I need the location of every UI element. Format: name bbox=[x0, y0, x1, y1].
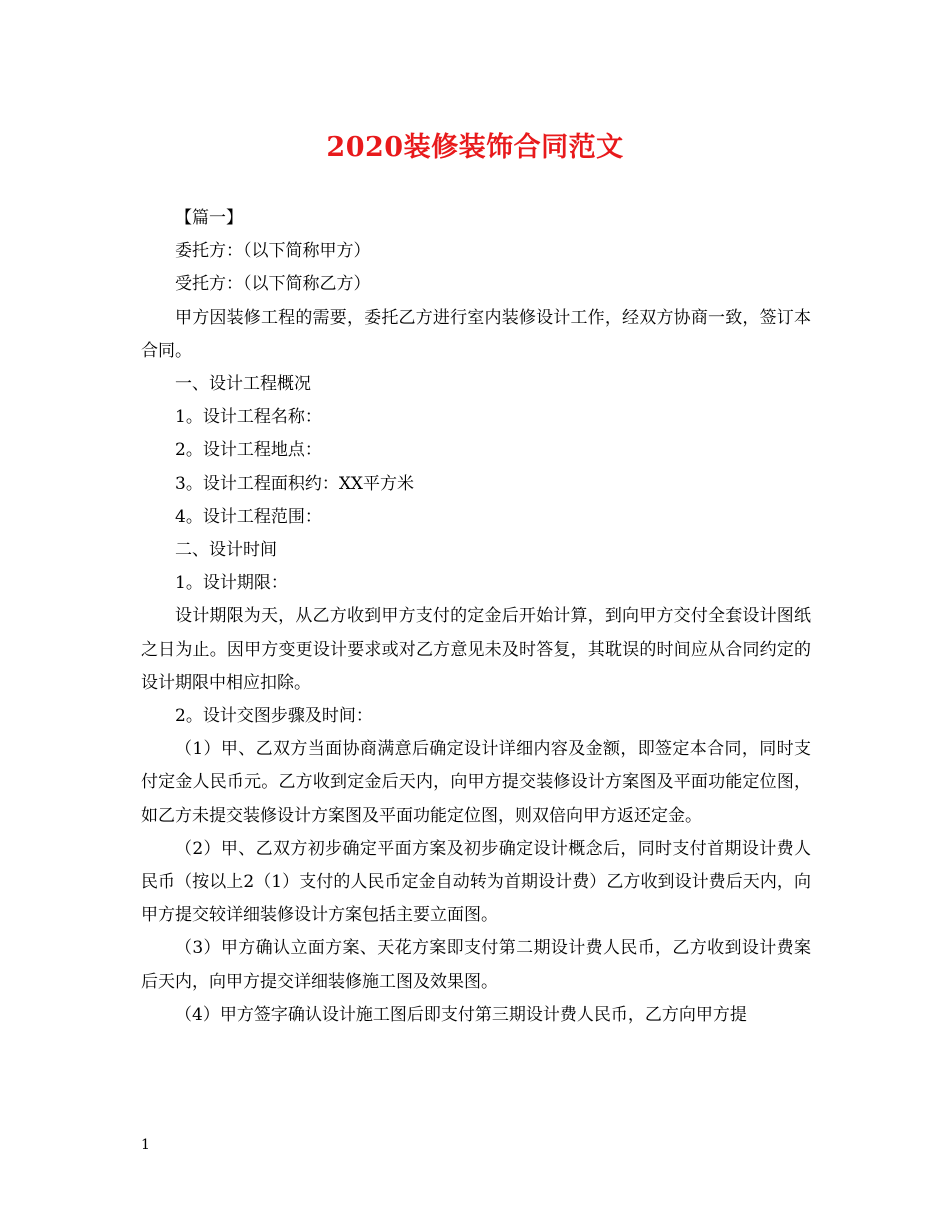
step-4-paragraph: （4）甲方签字确认设计施工图后即支付第三期设计费人民币，乙方向甲方提 bbox=[175, 1004, 747, 1025]
contractor-line: 受托方：（以下简称乙方） bbox=[175, 274, 371, 295]
step-3-paragraph: （3）甲方确认立面方案、天花方案即支付第二期设计费人民币，乙方收到设计费案后天内，向甲方提交详细装修施工图及效果图。 bbox=[141, 938, 811, 992]
design-period-paragraph: 设计期限为天，从乙方收到甲方支付的定金后开始计算，到向甲方交付全套设计图纸之日为止。因甲方变更设计要求或对乙方意见未及时答复，其耽误的时间应从合同约定的设计期限中相应扣除。 bbox=[141, 606, 811, 693]
section-heading-time: 二、设计时间 bbox=[175, 540, 277, 561]
step-2-paragraph: （2）甲、乙双方初步确定平面方案及初步确定设计概念后，同时支付首期设计费人民币（按以上2（1）支付的人民币定金自动转为首期设计费）乙方收到设计费后天内，向甲方提交较详细装修设计方案包括主要立面图。 bbox=[141, 838, 811, 926]
step-1-paragraph: （1）甲、乙双方当面协商满意后确定设计详细内容及金额，即签定本合同，同时支付定金人民币元。乙方收到定金后天内，向甲方提交装修设计方案图及平面功能定位图，如乙方未提交装修设计方案图及平面功能定位图，则双倍向甲方返还定金。 bbox=[141, 739, 811, 826]
clause-project-location: 2。设计工程地点： bbox=[175, 440, 322, 461]
section-heading: 【篇一】 bbox=[175, 208, 243, 228]
clause-design-period: 1。设计期限： bbox=[175, 573, 288, 594]
document-title: 2020装修装饰合同范文 bbox=[326, 132, 624, 163]
clause-project-name: 1。设计工程名称： bbox=[175, 407, 322, 428]
document-body bbox=[141, 202, 811, 1032]
intro-paragraph: 甲方因装修工程的需要，委托乙方进行室内装修设计工作，经双方协商一致，签订本合同。 bbox=[141, 307, 811, 361]
clause-project-scope: 4。设计工程范围： bbox=[175, 506, 322, 527]
clause-project-area: 3。设计工程面积约：XX平方米 bbox=[175, 473, 415, 494]
client-line: 委托方：（以下简称甲方） bbox=[175, 241, 371, 262]
clause-delivery-steps: 2。设计交图步骤及时间： bbox=[175, 706, 373, 727]
page-number: 1 bbox=[141, 1137, 150, 1153]
section-heading-project: 一、设计工程概况 bbox=[175, 374, 311, 395]
